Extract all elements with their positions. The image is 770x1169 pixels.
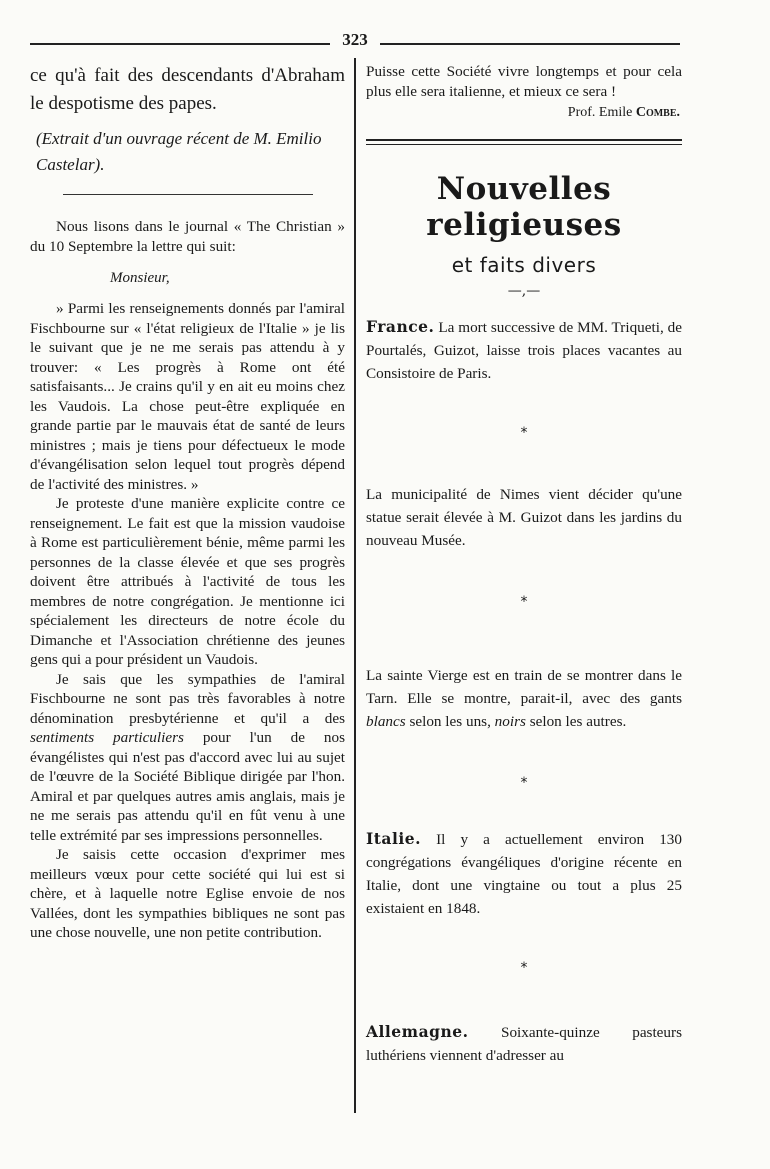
letter-closing: Puisse cette Société vivre longtemps et pour cela plus elle sera italienne, et mieux ce sera ! (366, 63, 682, 100)
section-subtitle: et faits divers (451, 253, 597, 277)
star-separator-4: * (520, 960, 528, 976)
page-header (30, 30, 680, 54)
news-item-france (366, 315, 682, 385)
news-text-tarn-a: La sainte Vierge est en train de se montrer dans le Tarn. Elle se montre, parait-il, avec des gants (366, 667, 682, 707)
signature-name: Combe. (635, 105, 680, 120)
left-column (30, 62, 345, 943)
p3-text-a: Je sais que les sympathies de l'amiral Fischbourne ne sont pas très favorables à notre dénomination presbytérienne et qu'il a des (30, 670, 345, 727)
right-column (366, 62, 682, 1067)
p3-emphasis: sentiments particuliers (30, 729, 184, 746)
letter-intro: Nous lisons dans le journal « The Christian » du 10 Septembre la lettre qui suit: (30, 218, 345, 255)
news-em-blancs: blancs (366, 713, 406, 730)
news-em-noirs: noirs (494, 713, 526, 730)
news-text-tarn-c: selon les autres. (525, 713, 627, 730)
news-text-italie: Il y a actuellement environ 130 congrégations évangéliques d'origine récente en Italie, dont une vingtaine ou tout a plus 25 existaient en 1848. (366, 831, 682, 917)
signature (366, 105, 680, 121)
news-item-nimes: La municipalité de Nimes vient décider qu'une statue serait élevée à M. Guizot dans les jardins du nouveau Musée. (366, 486, 682, 549)
salutation: Monsieur, (110, 270, 170, 286)
letter-paragraph-4: Je saisis cette occasion d'exprimer mes meilleurs vœux pour cette société qui lui est si chère, et à laquelle notre Eglise envoie de nos Vallées, dont les sympathies bibliques ne sont pas une chose nouvelle, une non petite contribution. (30, 846, 345, 941)
star-separator-1: * (520, 425, 528, 441)
news-item-italie (366, 827, 682, 920)
news-text-tarn-b: selon les uns, (405, 713, 495, 730)
news-text-france: La mort successive de MM. Triqueti, de Pourtalés, Guizot, laisse trois places vacantes au Consistoire de Paris. (366, 319, 682, 382)
quote-continuation: ce qu'à fait des descendants d'Abraham le despotisme des papes. (30, 65, 345, 114)
page-number: 323 (342, 30, 368, 49)
star-separator-2: * (520, 594, 528, 610)
news-item-allemagne (366, 1020, 682, 1067)
header-rule-right (380, 43, 680, 45)
citation: (Extrait d'un ouvrage récent de M. Emilio Castelar). (36, 129, 322, 174)
letter-paragraph-3 (30, 670, 345, 846)
letter-paragraph-2: Je proteste d'une manière explicite contre ce renseignement. Le fait est que la mission vaudoise à Rome est particulièrement bénie, même parmi les personnes de la classe élevée et que ses progrès doivent être attribués à l'activité de tous les membres de notre congrégation. Je mentionne ici spécialement les directeurs de notre école du Dimanche et l'Association chrétienne des jeunes gens qui a pour président un Vaudois. (30, 495, 345, 668)
star-separator-3: * (520, 775, 528, 791)
news-lead-allemagne: Allemagne. (366, 1022, 469, 1041)
news-item-tarn (366, 664, 682, 733)
section-title: Nouvelles religieuses (426, 171, 622, 243)
news-lead-france: France. (366, 317, 435, 336)
p3-text-b: pour l'un de nos évangélistes qui n'est pas d'accord avec lui au sujet de l'œuvre de la Société Biblique dirigée par l'hon. Amiral et par quelques autres amis anglais, mais je ne me serais pas attendu qu'il en fût venu à une telle extrémité par ses impressions personnelles. (30, 729, 345, 844)
signature-prefix: Prof. Emile (567, 105, 636, 120)
news-text-allemagne: Soixante-quinze pasteurs luthériens viennent d'adresser au (366, 1024, 682, 1064)
separator-rule (63, 194, 313, 195)
column-divider (354, 58, 356, 1113)
letter-paragraph-1: » Parmi les renseignements donnés par l'amiral Fischbourne sur « l'état religieux de l'Italie » je lis le suivant que je ne me serais pas attendu à y trouver: « Les progrès à Rome ont été satisfaisants... Je crains qu'il y en ait eu moins chez les Vaudois. La chose peut-être expliquée en grande partie par le mauvais état de santé de leurs ministres ; mais je tiens pour défectueux le mode d'évangélisation selon lequel tout progrès dépend de l'activité des ministres. » (30, 300, 345, 493)
header-rule-left (30, 43, 330, 45)
title-ornament: —,— (507, 283, 541, 299)
news-lead-italie: Italie. (366, 829, 421, 848)
section-rule (366, 139, 682, 145)
